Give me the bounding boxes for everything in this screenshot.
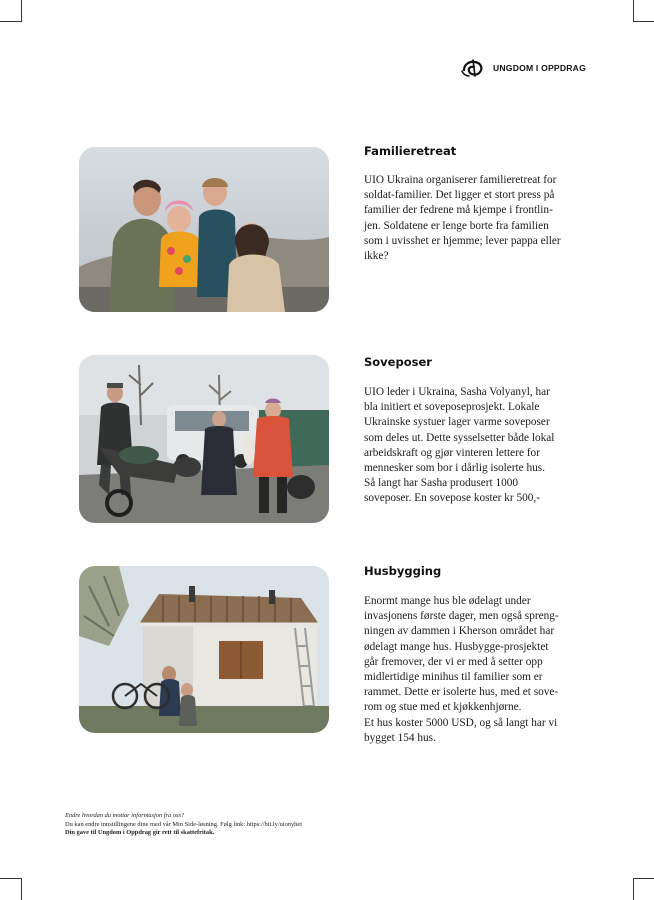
body-line: som i uvisshet er hjemme; lever pappa eller [364,234,561,247]
body-line: Enormt mange hus ble ødelagt under [364,595,531,607]
body-line: ødelagt mange hus. Husbygge-prosjektet [364,640,549,653]
footer [65,812,302,838]
crop-mark-top-left-h [0,21,22,22]
photo-house-building [79,566,329,733]
brand-logo [460,58,586,78]
body-line: bla initiert et soveposeprosjekt. Lokale [364,401,540,414]
body-line: mennesker som bor i dårlig isolerte hus. [364,462,546,475]
body-line: går fremover, der vi er med å setter opp [364,655,543,668]
body-line: familier der fedrene må kjempe i frontlin- [364,204,553,217]
crop-mark-bottom-left-h [0,878,22,879]
footer-link-text[interactable]: Du kan endre innstillingene dine med vår Min Side-løsning. Følg link: https://bit.ly/uionyhet [65,820,302,828]
body-line: midlertidige minihus til familier som er [364,671,543,684]
brand-name: UNGDOM I OPPDRAG [493,63,586,73]
section-title-soveposer: Soveposer [364,355,432,369]
section-body-familieretreat [364,173,579,264]
body-line: UIO Ukraina organiserer familieretreat for [364,174,557,186]
body-line: jen. Soldatene er lenge borte fra familien [364,219,549,232]
body-line: Så langt har Sasha produsert 1000 [364,477,519,490]
body-line: rom og stue med et kjøkkenhjørne. [364,701,522,714]
uio-swirl-logo-icon [460,58,486,78]
body-line: ikke? [364,250,389,263]
crop-mark-top-right-h [633,21,654,22]
body-line: som deles ut. Dette sysselsetter både lokal [364,431,555,444]
footer-tax-note: Din gave til Ungdom i Oppdrag gir rett til skattefritak. [65,829,215,837]
crop-mark-bottom-right-h [633,878,654,879]
body-line: arbeidskraft og gjør vinteren lettere for [364,446,540,459]
crop-mark-bottom-left [21,878,22,900]
body-line: UIO leder i Ukraina, Sasha Volyanyl, har [364,386,550,398]
body-line: soveposer. En sovepose koster kr 500,- [364,492,541,505]
photo-sleeping-bags [79,355,329,523]
body-line: ningen av dammen i Kherson området har [364,625,555,638]
section-title-husbygging: Husbygging [364,564,442,578]
section-title-familieretreat: Familieretreat [364,144,457,158]
section-body-soveposer [364,385,579,507]
photo-family-retreat [79,147,329,312]
body-line: bygget 154 hus. [364,731,436,744]
body-line: soldat-familier. Det ligger et stort press på [364,189,555,202]
crop-mark-top-right [633,0,634,22]
crop-mark-top-left [21,0,22,22]
body-line: Et hus koster 5000 USD, og så langt har vi [364,716,558,729]
section-body-husbygging [364,594,579,746]
body-line: Ukrainske systuer lager varme soveposer [364,416,550,429]
crop-mark-bottom-right [633,878,634,900]
footer-prompt: Endre hvordan du mottar informasjon fra oss? [65,812,185,819]
body-line: rammet. Dette er isolerte hus, med et sove- [364,686,559,699]
body-line: invasjonens første dager, men også spreng- [364,610,559,623]
